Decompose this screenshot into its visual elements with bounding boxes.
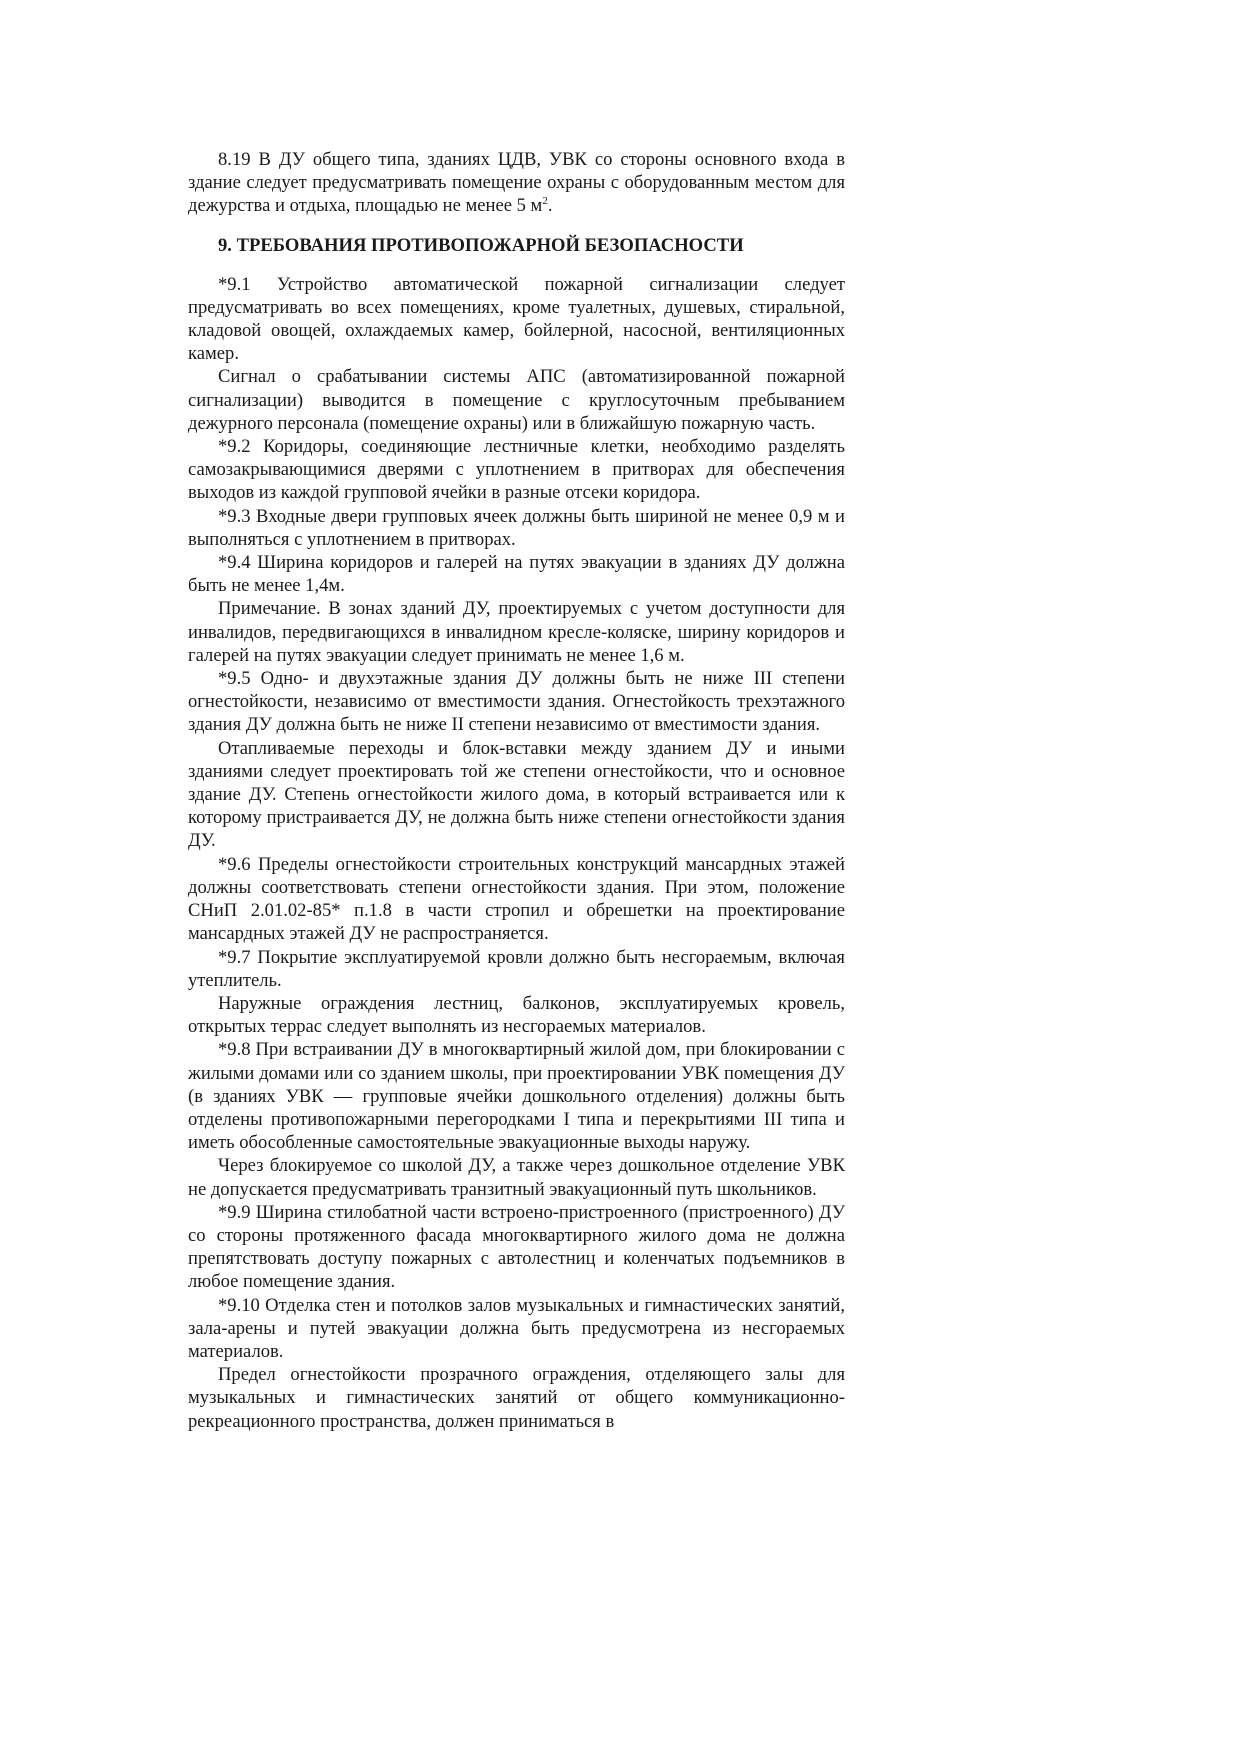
paragraph-9-5: *9.5 Одно- и двухэтажные здания ДУ должны быть не ниже III степени огнестойкости, независимо от вместимости здания. Огнестойкость трехэтажного здания ДУ должна быть не ниже II степени независимо от вместимости здания. bbox=[188, 668, 845, 736]
paragraph-9-3: *9.3 Входные двери групповых ячеек должны быть шириной не менее 0,9 м и выполняться с уплотнением в притворах. bbox=[188, 505, 845, 550]
paragraph-9-1-signal: Сигнал о срабатывании системы АПС (автоматизированной пожарной сигнализации) выводится в помещение с круглосуточным пребыванием дежурного персонала (помещение охраны) или в ближайшую пожарную часть. bbox=[188, 366, 845, 434]
paragraph-9-4-note: Примечание. В зонах зданий ДУ, проектируемых с учетом доступности для инвалидов, передвигающихся в инвалидном кресле-коляске, ширину коридоров и галерей на путях эвакуации следует принимать не менее 1,6 м. bbox=[188, 598, 845, 666]
paragraph-9-8-transit: Через блокируемое со школой ДУ, а также через дошкольное отделение УВК не допускается предусматривать транзитный эвакуационный путь школьников. bbox=[188, 1155, 845, 1200]
paragraph-8-19-text: 8.19 В ДУ общего типа, зданиях ЦДВ, УВК со стороны основного входа в здание следует предусматривать помещение охраны с оборудованным местом для дежурства и отдыха, площадью не менее 5 м bbox=[188, 149, 845, 217]
paragraph-9-7-railings: Наружные ограждения лестниц, балконов, эксплуатируемых кровель, открытых террас следует выполнять из несгораемых материалов. bbox=[188, 992, 845, 1038]
paragraph-9-4: *9.4 Ширина коридоров и галерей на путях эвакуации в зданиях ДУ должна быть не менее 1,4м. bbox=[188, 552, 845, 597]
paragraph-8-19 bbox=[188, 148, 845, 218]
paragraph-8-19-tail: . bbox=[547, 195, 553, 217]
paragraph-9-8: *9.8 При встраивании ДУ в многоквартирный жилой дом, при блокировании с жилыми домами или со зданием школы, при проектировании УВК помещения ДУ (в зданиях УВК — групповые ячейки дошкольного отделения) должны быть отделены противопожарными перегородками I типа и перекрытиями III типа и иметь обособленные самостоятельные эвакуационные выходы наружу. bbox=[188, 1039, 845, 1154]
paragraph-9-2: *9.2 Коридоры, соединяющие лестничные клетки, необходимо разделять самозакрывающимися дверями с уплотнением в притворах для обеспечения выходов из каждой групповой ячейки в разные отсеки коридора. bbox=[188, 436, 845, 504]
paragraph-9-10: *9.10 Отделка стен и потолков залов музыкальных и гимнастических занятий, зала-арены и путей эвакуации должна быть предусмотрена из несгораемых материалов. bbox=[188, 1294, 845, 1362]
section-heading: 9. ТРЕБОВАНИЯ ПРОТИВОПОЖАРНОЙ БЕЗОПАСНОСТИ bbox=[218, 234, 744, 256]
paragraph-9-6: *9.6 Пределы огнестойкости строительных конструкций мансардных этажей должны соответствовать степени огнестойкости здания. При этом, положение СНиП 2.01.02-85* п.1.8 в части стропил и обрешетки на проектирование мансардных этажей ДУ не распространяется. bbox=[188, 853, 845, 945]
paragraph-9-9: *9.9 Ширина стилобатной части встроено-пристроенного (пристроенного) ДУ со стороны протяженного фасада многоквартирного жилого дома не должна препятствовать доступу пожарных с автолестниц и коленчатых подъемников в любое помещение здания. bbox=[188, 1201, 845, 1293]
superscript-2: 2 bbox=[542, 195, 548, 208]
paragraph-9-1: *9.1 Устройство автоматической пожарной сигнализации следует предусматривать во всех помещениях, кроме туалетных, душевых, стиральной, кладовой овощей, охлаждаемых камер, бойлерной, насосной, вентиляционных камер. bbox=[188, 273, 845, 365]
paragraph-9-5-transitions: Отапливаемые переходы и блок-вставки между зданием ДУ и иными зданиями следует проектировать той же степени огнестойкости, что и основное здание ДУ. Степень огнестойкости жилого дома, в который встраивается или к которому пристраивается ДУ, не должна быть ниже степени огнестойкости здания ДУ. bbox=[188, 737, 845, 852]
document-page bbox=[188, 148, 845, 1433]
paragraph-9-7: *9.7 Покрытие эксплуатируемой кровли должно быть несгораемым, включая утеплитель. bbox=[188, 946, 845, 991]
paragraph-9-10-glazing: Предел огнестойкости прозрачного ограждения, отделяющего залы для музыкальных и гимнастических занятий от общего коммуникационно-рекреационного пространства, должен приниматься в bbox=[188, 1364, 845, 1432]
